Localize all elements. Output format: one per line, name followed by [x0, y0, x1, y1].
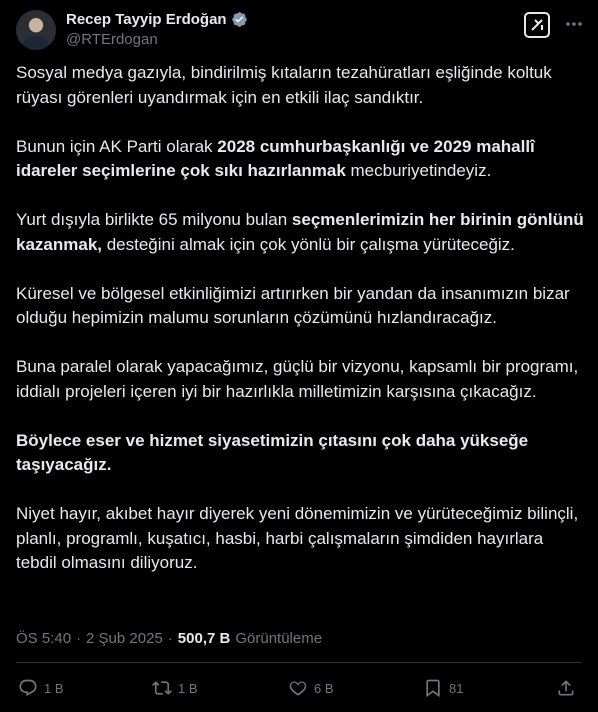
meta-separator: ·	[76, 630, 82, 647]
bookmark-button[interactable]	[423, 678, 463, 698]
paragraph-7: Niyet hayır, akıbet hayır diyerek yeni dönemimizin ve yürüteceğimiz bilinçli, planlı, programlı, kuşatıcı, hasbi, harbi çalışmaların şimdiden hayırlara tebdil olmasını diliyoruz.	[16, 504, 579, 572]
share-icon	[556, 678, 576, 698]
grok-icon[interactable]	[524, 12, 550, 38]
bookmark-count: 81	[449, 680, 464, 696]
divider	[16, 662, 582, 663]
like-count: 6 B	[314, 680, 334, 696]
reply-button[interactable]	[18, 678, 64, 698]
paragraph-5: Buna paralel olarak yapacağımız, güçlü bir vizyonu, kapsamlı bir programı, iddialı projeleri içeren iyi bir hazırlıkla milletimizin karşısına çıkacağız.	[16, 357, 579, 401]
paragraph-2	[16, 135, 586, 184]
paragraph-3-end: desteğini almak için çok yönlü bir çalışma yürüteceğiz.	[102, 234, 515, 254]
tweet-text	[16, 61, 586, 600]
repost-count: 1 B	[178, 680, 198, 696]
like-icon	[288, 678, 308, 698]
paragraph-2-bold: 2028 cumhurbaşkanlığı ve 2029 mahallî idareler seçimlerine çok sıkı hazırlanmak	[16, 136, 535, 180]
like-button[interactable]	[288, 678, 334, 698]
tweet-meta	[16, 630, 322, 647]
more-dots-icon	[564, 14, 584, 34]
grok-glyph-icon	[529, 17, 545, 33]
paragraph-1: Sosyal medya gazıyla, bindirilmiş kıtaların tezahüratları eşliğinde koltuk rüyası görenleri uyandırmak için en etkili ilaç sandıktır.	[16, 63, 552, 107]
views-label: Görüntüleme	[235, 630, 323, 647]
paragraph-4: Küresel ve bölgesel etkinliğimizi artırırken bir yandan da insanımızın bizar olduğu hepimizin malumu sorunların çözümünü hızlandıracağız.	[16, 283, 570, 327]
tweet-header	[16, 8, 586, 52]
author-display-name[interactable]: Recep Tayyip Erdoğan	[66, 10, 227, 28]
reply-count: 1 B	[44, 680, 64, 696]
share-button[interactable]	[556, 678, 576, 698]
views-count: 500,7 B	[177, 630, 231, 647]
verified-badge-icon	[231, 11, 248, 28]
paragraph-2-start: Bunun için AK Parti olarak	[16, 136, 218, 156]
paragraph-3-bold: seçmenlerimizin her birinin gönlünü kazanmak,	[16, 210, 584, 254]
meta-separator-2: ·	[167, 630, 173, 647]
paragraph-3	[16, 208, 586, 257]
reply-icon	[18, 678, 38, 698]
paragraph-3-start: Yurt dışıyla birlikte 65 milyonu bulan	[16, 210, 292, 229]
more-horizontal-icon[interactable]	[562, 12, 586, 36]
display-name-row	[66, 9, 248, 29]
tweet-time[interactable]: ÖS 5:40	[16, 630, 72, 647]
author-handle[interactable]: @RTErdogan	[66, 31, 158, 48]
paragraph-6-bold: Böylece eser ve hizmet siyasetimizin çıtasını çok daha yükseğe taşıyacağız.	[16, 430, 529, 474]
paragraph-6	[16, 429, 586, 478]
bookmark-icon	[423, 678, 443, 698]
repost-icon	[152, 678, 172, 698]
tweet-date[interactable]: 2 Şub 2025	[86, 630, 163, 647]
repost-button[interactable]	[152, 678, 198, 698]
paragraph-2-end: mecburiyetindeyiz.	[345, 161, 492, 180]
author-names	[66, 9, 248, 48]
action-bar	[16, 678, 582, 700]
avatar[interactable]	[16, 10, 56, 50]
